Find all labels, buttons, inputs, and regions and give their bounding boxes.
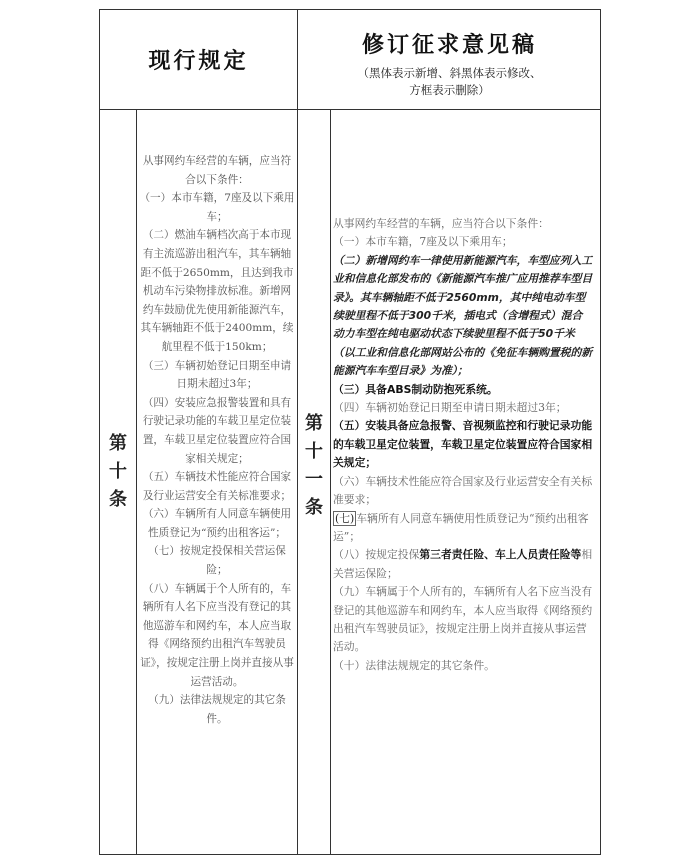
revision-draft-title: 修订征求意见稿 [361, 33, 537, 58]
clause-5: （五）车辆技术性能应符合国家及行业运营安全有关标准要求； [142, 471, 292, 502]
clause-8: （八）车辆属于个人所有的，车辆所有人名下应当没有登记的其他巡游车和网约车，本人应当取得《网络预约出租汽车驾驶员证》，按规定注册上岗并直接从事运营活动。 [140, 582, 294, 688]
revision-draft-text [333, 215, 593, 675]
current-rules-text [138, 152, 296, 728]
clause-3: （三）车辆初始登记日期至申请日期未超过3年； [142, 359, 292, 391]
clause-6: （六）车辆所有人同意车辆使用性质登记为“预约出租客运”； [142, 508, 292, 539]
clause-1: （一）本市车籍，7座及以下乘用车； [139, 192, 295, 223]
clause-7-text: 车辆所有人同意车辆使用性质登记为“预约出租客运”； [333, 511, 589, 543]
article-char: 十 [305, 441, 323, 462]
current-rules-heading: 现行规定 [148, 49, 249, 74]
comparison-table [99, 9, 601, 855]
article-char: 第 [305, 413, 323, 434]
clause-intro: 从事网约车经营的车辆，应当符合以下条件： [333, 217, 549, 230]
revision-draft-heading [298, 10, 601, 109]
article-char: 条 [109, 489, 127, 510]
clause-9: （九）法律法规规定的其它条件。 [148, 694, 286, 725]
clause-7 [333, 510, 593, 547]
clause-2-modified: （二）新增网约车一律使用新能源汽车，车型应列入工业和信息化部发布的《新能源汽车推广应用推荐车型目录》。其车辆轴距不低于2560mm，其中纯电动车型续驶里程不低于300千米，插电式（含增程式）混合动力车型在纯电驱动状态下续驶里程不低于50千米（以工业和信息化部网站公布的《免征车辆购置税的新能源汽车车型目录》为准）； [333, 253, 593, 378]
article-eleven-label [300, 410, 328, 522]
clause-4: （四）安装应急报警装置和具有行驶记录功能的车载卫星定位装置，车载卫星定位装置应符合国家相关规定； [142, 396, 292, 465]
clause-2: （二）燃油车辆档次高于本市现有主流巡游出租汽车，其车辆轴距不低于2650mm，且达到我市机动车污染物排放标准。新增网约车鼓励优先使用新能源汽车，其车辆轴距不低于2400mm，续航里程不低于150km； [140, 229, 294, 353]
deleted-marker: (七) [335, 511, 355, 525]
clause-5-new: （五）安装具备应急报警、音视频监控和行驶记录功能的车载卫星定位装置，车载卫星定位装置应符合国家相关规定； [333, 419, 593, 470]
legend-note-line-2: 方框表示删除） [409, 83, 490, 97]
clause-10: （十）法律法规规定的其它条件。 [333, 658, 495, 672]
legend-note-line-1: （黑体表示新增、斜黑体表示修改、 [357, 66, 542, 80]
article-char: 条 [305, 497, 323, 518]
header-divider [100, 109, 600, 110]
clause-3-new: （三）具备ABS制动防抱死系统。 [333, 382, 498, 396]
clause-8-start: （八）按规定投保 [333, 548, 420, 562]
clause-4: （四）车辆初始登记日期至申请日期未超过3年； [333, 401, 567, 415]
clause-1: （一）本市车籍，7座及以下乘用车； [333, 235, 513, 249]
clause-9: （九）车辆属于个人所有的，车辆所有人名下应当没有登记的其他巡游车和网约车，本人应当取得《网络预约出租汽车驾驶员证》，按规定注册上岗并直接从事运营活动。 [333, 585, 593, 654]
article-ten-label [104, 430, 132, 514]
clause-8 [333, 546, 593, 583]
clause-intro: 从事网约车经营的车辆，应当符合以下条件： [142, 155, 292, 186]
article-char: 一 [305, 469, 323, 490]
clause-8-added-insurance: 第三者责任险、车上人员责任险等 [419, 548, 582, 562]
article-char: 十 [109, 461, 127, 482]
article-char: 第 [109, 433, 127, 454]
right-article-divider [330, 109, 331, 854]
clause-6: （六）车辆技术性能应符合国家及行业运营安全有关标准要求； [333, 474, 593, 507]
left-article-divider [136, 109, 137, 854]
clause-7: （七）按规定投保相关营运保险； [148, 545, 286, 577]
column-divider-center [297, 10, 298, 854]
clause-8-end: 相关营运保险； [333, 548, 593, 580]
